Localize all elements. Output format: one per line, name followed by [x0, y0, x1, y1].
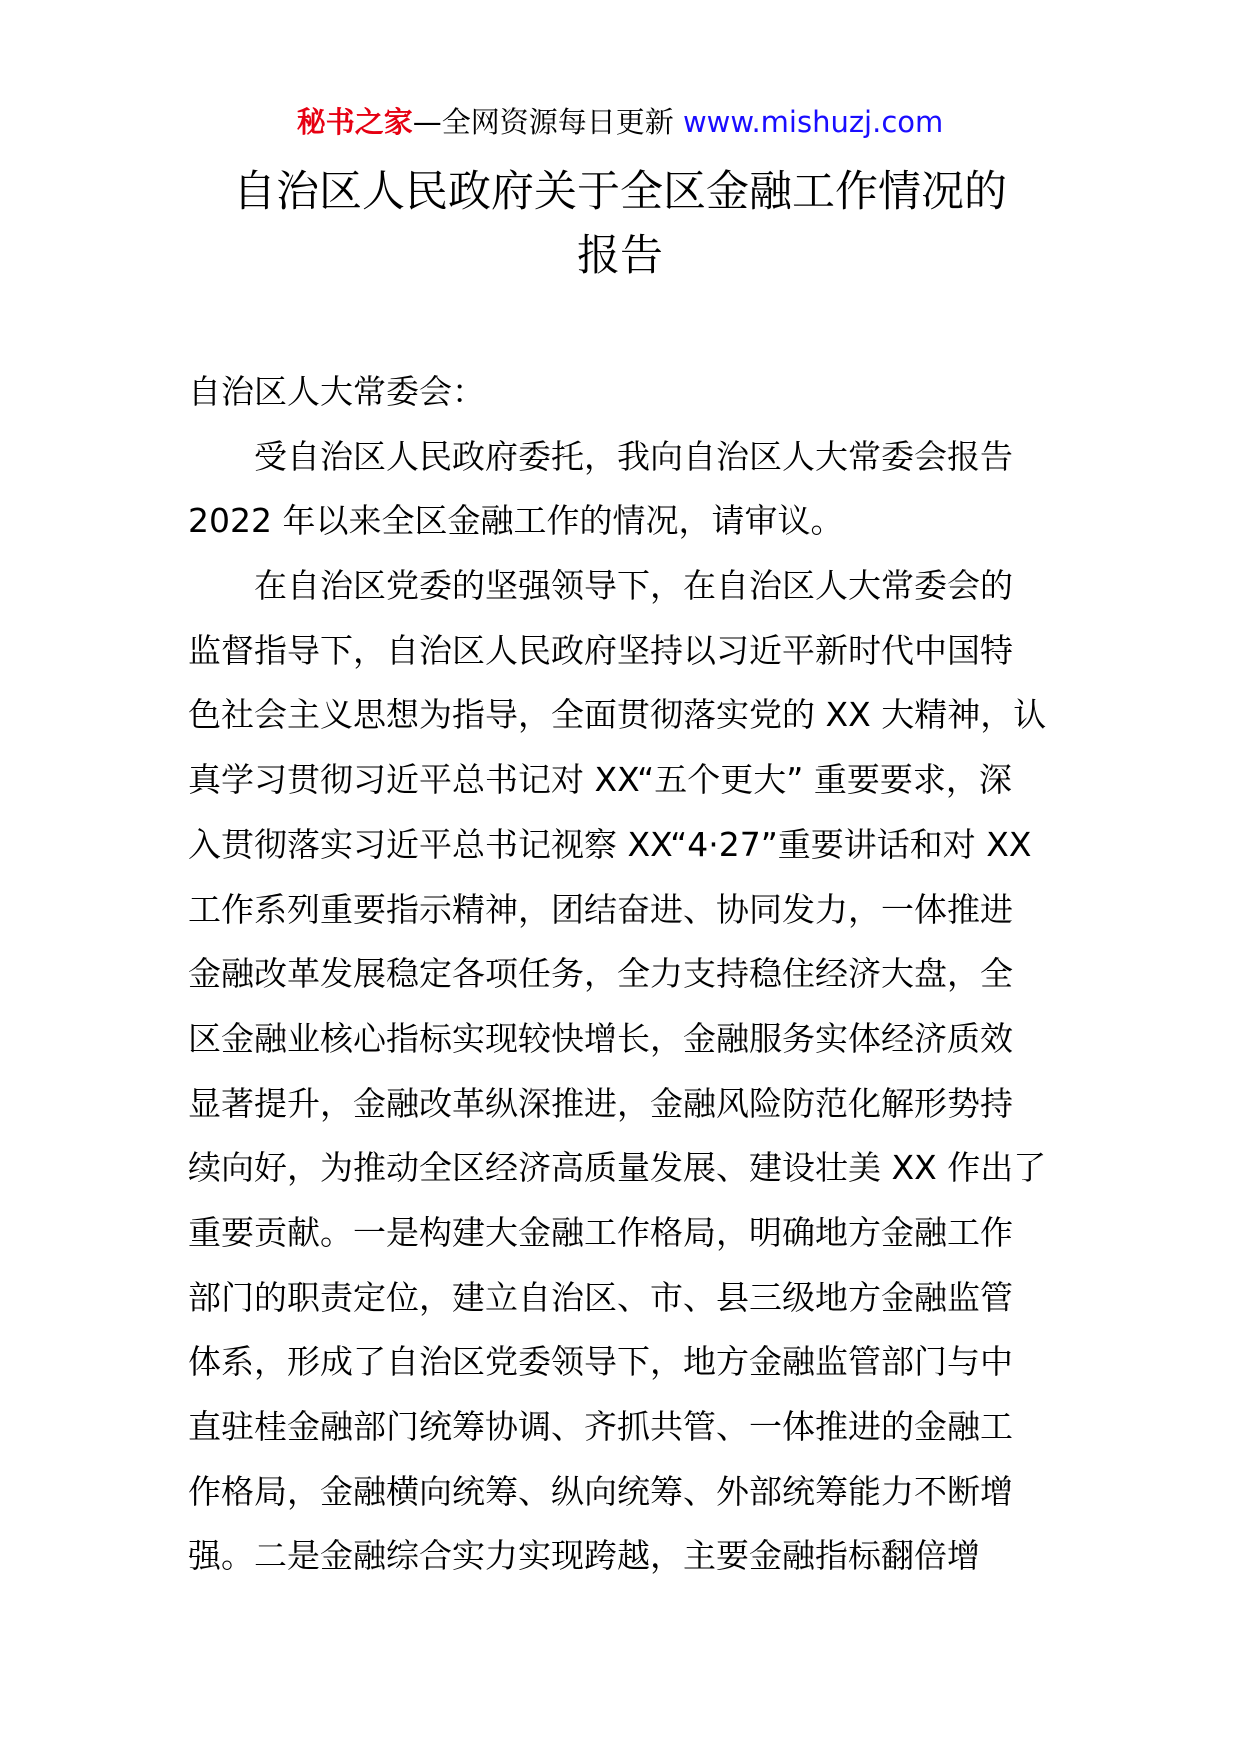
- paragraph-line: 真学习贯彻习近平总书记对 XX“五个更大” 重要要求，深: [188, 760, 1012, 800]
- document-body: [188, 360, 1068, 1589]
- paragraph-line: 监督指导下，自治区人民政府坚持以习近平新时代中国特: [188, 630, 1013, 670]
- paragraph-line: 金融改革发展稳定各项任务，全力支持稳住经济大盘，全: [188, 954, 1013, 994]
- paragraph-line: 部门的职责定位，建立自治区、市、县三级地方金融监管: [188, 1277, 1013, 1317]
- paragraph-line: 2022 年以来全区金融工作的情况，请审议。: [188, 501, 844, 541]
- paragraph-line: 作格局，金融横向统筹、纵向统筹、外部统筹能力不断增: [188, 1471, 1013, 1511]
- site-header: [0, 102, 1240, 142]
- document-title-line-1: 自治区人民政府关于全区金融工作情况的: [233, 167, 1007, 217]
- site-tagline: —全网资源每日更新: [412, 105, 683, 139]
- paragraph-line: 在自治区党委的坚强领导下，在自治区人大常委会的: [254, 566, 1013, 606]
- paragraph-line: 显著提升，金融改革纵深推进，金融风险防范化解形势持: [188, 1083, 1013, 1123]
- paragraph-line: 重要贡献。一是构建大金融工作格局，明确地方金融工作: [188, 1212, 1013, 1252]
- paragraph-line: 受自治区人民政府委托，我向自治区人大常委会报告: [254, 436, 1013, 476]
- document-title-line-2: 报告: [577, 231, 663, 281]
- paragraph-line: 直驻桂金融部门统筹协调、齐抓共管、一体推进的金融工: [188, 1407, 1013, 1446]
- salutation-line: 自治区人大常委会：: [188, 372, 485, 411]
- site-brand: 秘书之家: [296, 105, 413, 139]
- site-url-link[interactable]: www.mishuzj.com: [682, 105, 944, 139]
- paragraph-line: 体系，形成了自治区党委领导下，地方金融监管部门与中: [188, 1342, 1013, 1382]
- paragraph-line: 强。二是金融综合实力实现跨越，主要金融指标翻倍增: [188, 1536, 980, 1576]
- paragraph-line: 入贯彻落实习近平总书记视察 XX“4·27”重要讲话和对 XX: [188, 824, 1032, 864]
- paragraph-line: 区金融业核心指标实现较快增长，金融服务实体经济质效: [188, 1018, 1013, 1058]
- paragraph-line: 色社会主义思想为指导，全面贯彻落实党的 XX 大精神，认: [188, 695, 1047, 735]
- paragraph-line: 工作系列重要指示精神，团结奋进、协同发力，一体推进: [188, 889, 1013, 929]
- paragraph-line: 续向好，为推动全区经济高质量发展、建设壮美 XX 作出了: [188, 1148, 1047, 1188]
